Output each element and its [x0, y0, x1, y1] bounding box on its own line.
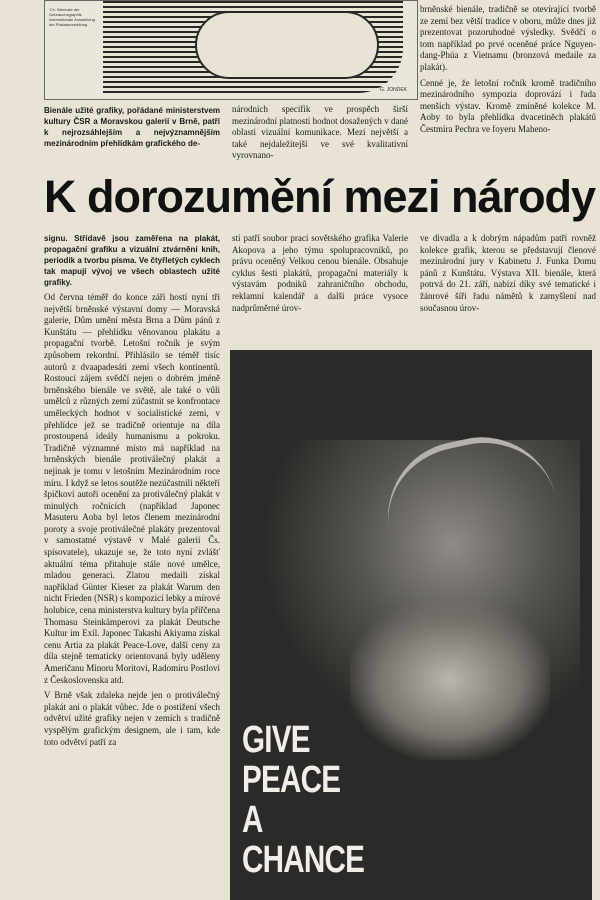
intro-column-3-paragraph-2: Cenné je, že letošní ročník kromě tradičního mezinárodního sympozia doprovází i řada menších výstav. Kromě zmíněné kolekce M. Aoby to byla přehlídka dvacetiněch plakátů Čestmíra Pechra ve foyeru Maheno-: [420, 77, 596, 134]
slogan-line-3: A: [242, 799, 263, 841]
intro-column-3: [420, 4, 596, 140]
body-column-1: [44, 233, 220, 752]
poster-slogan: [242, 720, 382, 880]
intro-column-3-paragraph-1: brněnské bienále, tradičně se otevírající tvorbě ze zemí bez větší tradice v oboru, může dnes již prezentovat pozoruhodné výsledky. Svědčí o tom například po prvé oceněné práce Nguyen-dang-Phúa z Vietnamu (bronzová medaile za plakát).: [420, 4, 596, 72]
body-column-3: ve divadla a k dobrým nápadům patří rovněž kolekce grafik, kterou se představují členové mezinárodní jury v Kabinetu J. Funka Domu pánů z Kunštátu. Výstava XII. bienále, která potrvá do 21. září, nabízí díky své tematické i žánrové šíři řadu námětů k zamyšlení nad současnou úrov-: [420, 233, 596, 313]
slogan-line-1: GIVE: [242, 719, 310, 761]
body-paragraph-1: Od června téměř do konce září hostí nyní tři největší brněnské výstavní domy — Moravská galerie, Dům umění města Brna a Dům pánů z Kunštátu — přehlídku věnovanou plakátu a propagační tvorbě. Letošní ročník je svým způsobem rekordní. Přihlásilo se téměř tisíc autorů z dvaapadesáti zemí všech kontinentů. Rostoucí zájem svědčí nejen o dobrém jméně brněnského bienále ve světě, ale také o vůli umělců z různých zemí zúčastnit se konfrontace uměleckých hodnot v socialistické zemi, v přehlídce jež se tradičně orientuje na díla prostoupená ideály humanismu a pokroku. Tradičně významné místo má například na brněnských bienále protiválečný plakát a nejinak je tomu v letošním Mezinárodním roce míru. I když se letos soutěže nezúčastnili někteří špičkoví autoři ocenění za protiválečný plakát v minulých ročnících (například Japonec Masuteru Aoba byl letos členem mezinárodní poroty a svoje protiválečné plakáty prezentoval v samostatné výstavě v Malé galerii Čs. spisovatele), ukazuje se, že toto nyní zvlášť aktuální téma přitahuje stále nové umělce, mladou generaci. Zlatou medaili získal například Günter Kieser za plakát Warum den nicht Frieden (NSR) s kompozicí lebky a mírové holubice, cena ministerstva kultury byla přiřčena Thomasu Steinkämperovi za plakát Deutsche Kultur im Exil. Japonec Takashi Akiyama získal cenu Artia za plakát Peace-Love, další ceny za díla stejně tematicky orientovaná byly uděleny Američanu Minoru Moritovi, Radomíru Postlovi z Československa atd.: [44, 292, 220, 685]
intro-column-2: národních specifik ve prospěch širší mezinárodní platnosti hodnot dosažených v dané oblasti vizuální komunikace. Mezi největší a také nejdaležitejší ve své kvalitativní vyrovnano-: [232, 104, 408, 161]
photo-credit: G. JONDEK: [380, 87, 407, 93]
slogan-line-2: PEACE: [242, 759, 341, 801]
body-paragraph-2: V Brně však zdaleka nejde jen o protiválečný plakát ani o plakát vůbec. Jde o postižení všech odvětví užité grafiky nejen v zemích s tradičně vyspělým grafickým designem, ale i tam, kde toto odvětví patří za: [44, 690, 220, 747]
intro-column-1: Bienále užité grafiky, pořádané ministerstvem kultury ČSR a Moravskou galerií v Brně, patří k nejrozsáhlejším a nejvýznamnějším mezinárodním přehlídkám grafického de-: [44, 106, 220, 148]
poster-art-shape: [195, 11, 379, 79]
poster-illustration: [44, 0, 418, 100]
slogan-line-4: CHANCE: [242, 839, 365, 881]
body-column-2: sti patří soubor prací sovětského grafika Valerie Akopova a jeho týmu spolupracovníků, po právu oceněný Velkou cenou bienále. Obsahuje cyklus šesti plakátů, propagační materiály k výstavám podniků zahraničního obchodu, reklamní kalendář a další práce vysoce nadprůměrné úrov-: [232, 233, 408, 313]
peace-poster-photo: [230, 350, 592, 900]
body-lead: signu. Střídavě jsou zaměřena na plakát, propagační grafiku a vizuální ztvárnění knih, periodik a tvorbu písma. Ve čtyřletých cyklech tak mapují vývoj ve všech oblastech užité grafiky.: [44, 234, 220, 287]
headline: K dorozumění mezi národy: [44, 171, 596, 222]
poster-caption: 'Ch. Biennale der Gebrauchsgraphik Internationale Ausstellung der Plakatausstellung: [49, 7, 95, 27]
